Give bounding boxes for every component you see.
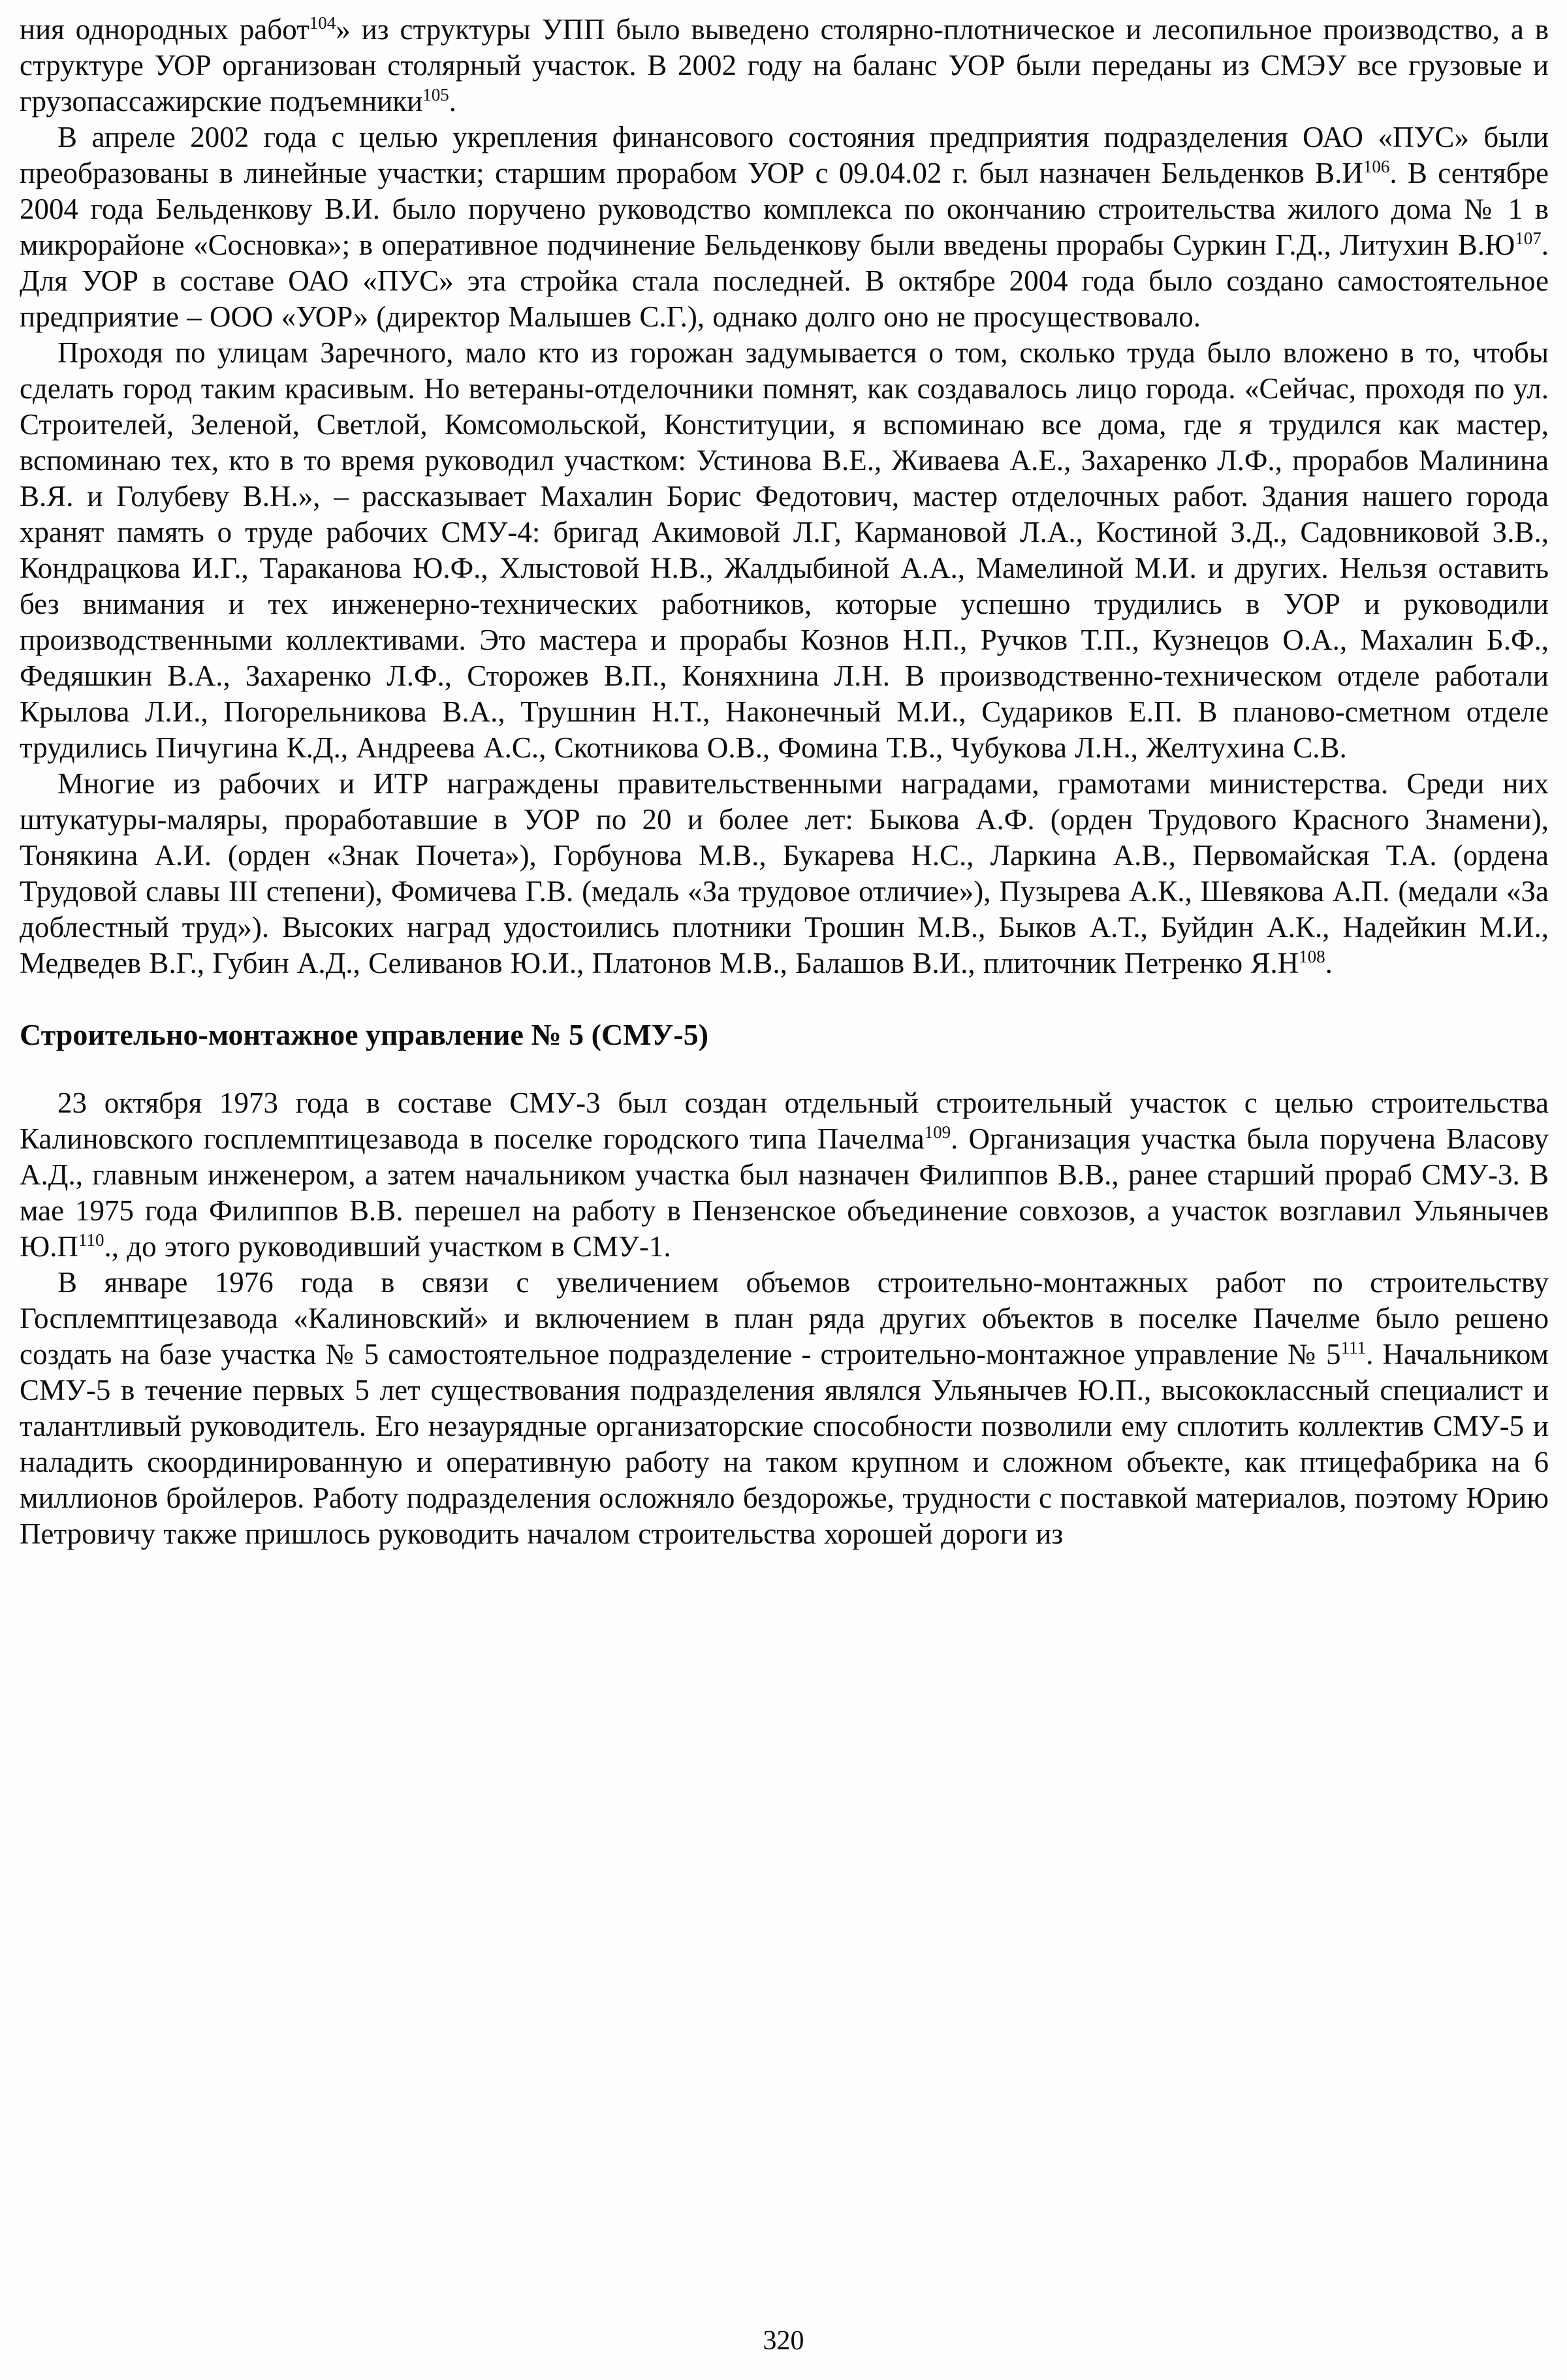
footnote-marker: 109 [924, 1122, 951, 1142]
paragraph: Многие из рабочих и ИТР награждены правительственными наградами, грамотами министерства. Среди них штукатуры-маляры, проработавшие в УОР по 20 и более лет: Быкова А.Ф. (орден Трудового Красного Знамени), Тонякина А.И. (орден «Знак Почета»), Горбунова М.В., Букарева Н.С., Ларкина А.В., Первомайская Т.А. (ордена Трудовой славы III степени), Фомичева Г.В. (медаль «За трудовое отличие»), Пузырева А.К., Шевякова А.П. (медали «За доблестный труд»). Высоких наград удостоились плотники Трошин М.В., Быков А.Т., Буйдин А.К., Надейкин М.И., Медведев В.Г., Губин А.Д., Селиванов Ю.И., Платонов М.В., Балашов В.И., плиточник Петренко Я.Н$^{108}$. [20, 767, 1549, 979]
footnote-marker: 105 [422, 85, 449, 104]
footnote-marker: 104 [309, 13, 336, 33]
page-footer [0, 2322, 1567, 2359]
footnote-marker: 111 [1340, 1338, 1367, 1357]
footnote-marker: 110 [78, 1230, 104, 1250]
paragraph: В январе 1976 года в связи с увеличением объемов строительно-монтажных работ по строительству Госплемптицезавода «Калиновский» и включением в план ряда других объектов в поселке Пачелме было решено создать на базе участка № 5 самостоятельное подразделение - строительно-монтажное управление № 5$^{111}$. Начальником СМУ-5 в течение первых 5 лет существования подразделения являлся Ульянычев Ю.П., высококлассный специалист и талантливый руководитель. Его незаурядные организаторские способности позволили ему сплотить коллектив СМУ-5 и наладить скоординированную и оперативную работу на таком крупном и сложном объекте, как птицефабрика на 6 миллионов бройлеров. Работу подразделения осложняло бездорожье, трудности с поставкой материалов, поэтому Юрию Петровичу также пришлось руководить началом строительства хорошей дороги из [20, 1266, 1549, 1550]
footnote-marker: 107 [1515, 229, 1542, 248]
paragraph: В апреле 2002 года с целью укрепления финансового состояния предприятия подразделения ОАО «ПУС» были преобразованы в линейные участки; старшим прорабом УОР с 09.04.02 г. был назначен Бельденков В.И$^{106}$. В сентябре 2004 года Бельденкову В.И. было поручено руководство комплекса по окончанию строительства жилого дома № 1 в микрорайоне «Сосновка»; в оперативное подчинение Бельденкову были введены прорабы Суркин Г.Д., Литухин В.Ю$^{107}$. Для УОР в составе ОАО «ПУС» эта стройка стала последней. В октябре 2004 года было создано самостоятельное предприятие – ООО «УОР» (директор Малышев С.Г.), однако долго оно не просуществовало. [20, 121, 1549, 333]
footnote-marker: 108 [1299, 947, 1325, 966]
text-body [20, 12, 1549, 1552]
paragraph: Проходя по улицам Заречного, мало кто из горожан задумывается о том, сколько труда было вложено в то, чтобы сделать город таким красивым. Но ветераны-отделочники помнят, как создавалось лицо города. «Сейчас, проходя по ул. Строителей, Зеленой, Светлой, Комсомольской, Конституции, я вспоминаю все дома, где я трудился как мастер, вспоминаю тех, кто в то время руководил участком: Устинова В.Е., Живаева А.Е., Захаренко Л.Ф., прорабов Малинина В.Я. и Голубеву В.Н.», – рассказывает Махалин Борис Федотович, мастер отделочных работ. Здания нашего города хранят память о труде рабочих СМУ-4: бригад Акимовой Л.Г, Кармановой Л.А., Костиной З.Д., Садовниковой З.В., Кондрацкова И.Г., Тараканова Ю.Ф., Хлыстовой Н.В., Жалдыбиной А.А., Мамелиной М.И. и других. Нельзя оставить без внимания и тех инженерно-технических работников, которые успешно трудились в УОР и руководили производственными коллективами. Это мастера и прорабы Кознов Н.П., Ручков Т.П., Кузнецов О.А., Махалин Б.Ф., Федяшкин В.А., Захаренко Л.Ф., Сторожев В.П., Коняхнина Л.Н. В производственно-техническом отделе работали Крылова Л.И., Погорельникова В.А., Трушнин Н.Т., Наконечный М.И., Судариков Е.П. В планово-сметном отделе трудились Пичугина К.Д., Андреева А.С., Скотникова О.В., Фомина Т.В., Чубукова Л.Н., Желтухина С.В. [20, 336, 1549, 764]
paragraph: 23 октября 1973 года в составе СМУ-3 был создан отдельный строительный участок с целью строительства Калиновского госплемптицезавода в поселке городского типа Пачелма$^{109}$. Организация участка была поручена Власову А.Д., главным инженером, а затем начальником участка был назначен Филиппов В.В., ранее старший прораб СМУ-3. В мае 1975 года Филиппов В.В. перешел на работу в Пензенское объединение совхозов, а участок возглавил Ульянычев Ю.П$^{110}$., до этого руководивший участком в СМУ-1. [20, 1087, 1549, 1263]
footnote-marker: 106 [1363, 157, 1390, 176]
section-heading: Строительно-монтажное управление № 5 (СМУ-5) [20, 1018, 709, 1051]
paragraph: ния однородных работ$^{104}$» из структуры УПП было выведено столярно-плотническое и лесопильное производство, а в структуре УОР организован столярный участок. В 2002 году на баланс УОР были переданы из СМЭУ все грузовые и грузопассажирские подъемники$^{105}$. [20, 13, 1549, 118]
page-number: 320 [763, 2326, 804, 2356]
